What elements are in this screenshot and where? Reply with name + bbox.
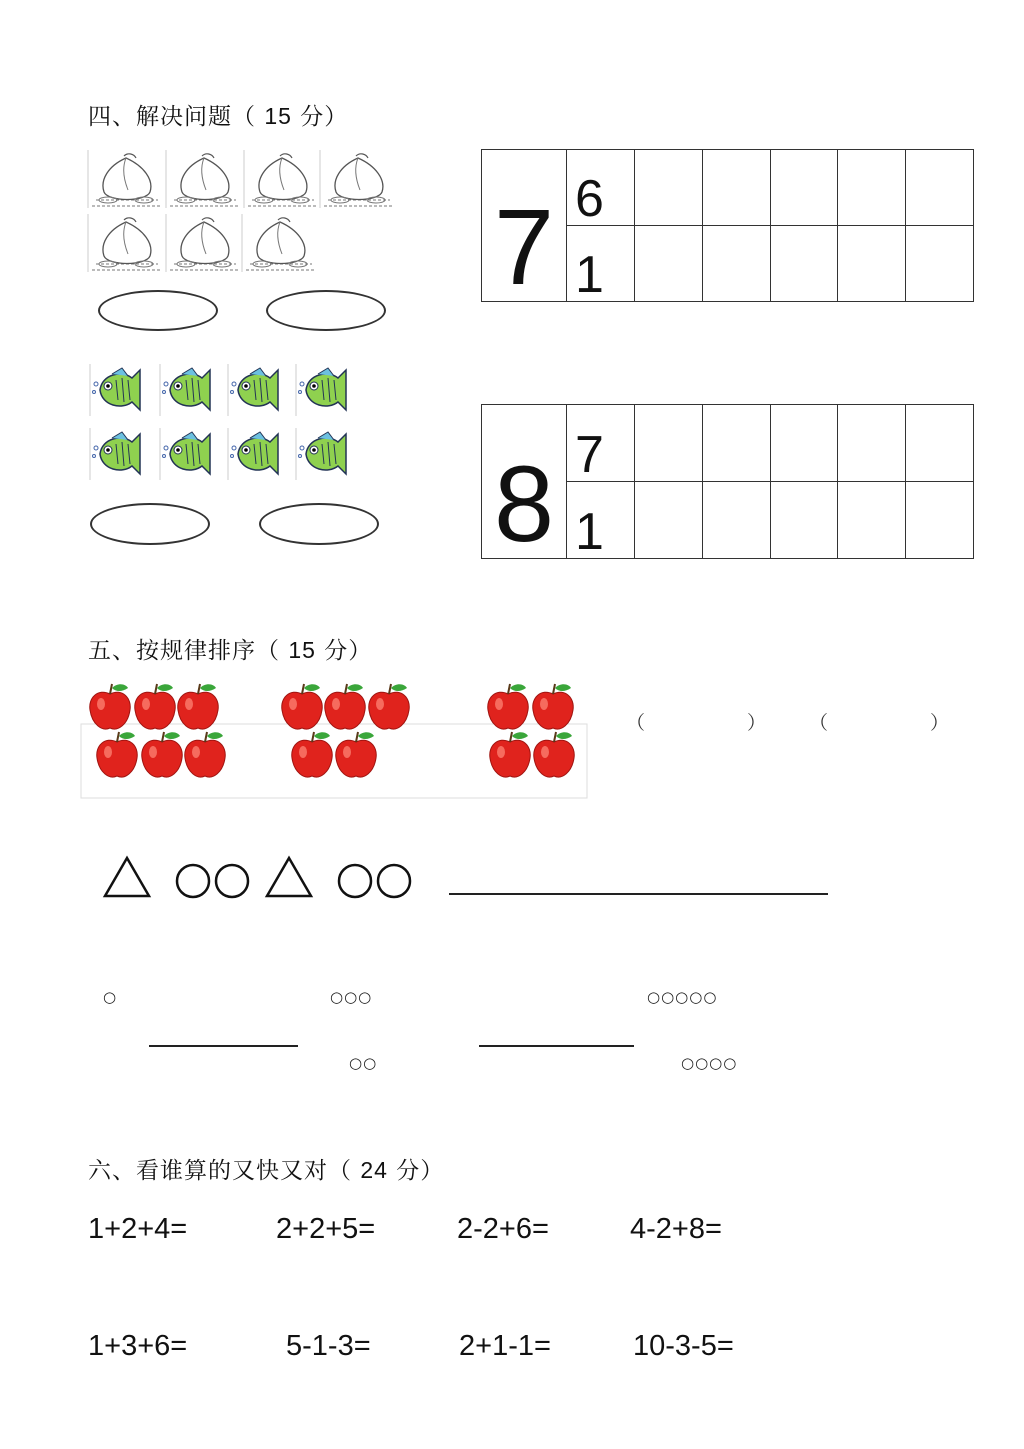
math-expression: 2+1-1= (459, 1330, 551, 1362)
shape-pattern (100, 854, 420, 904)
answer-cell[interactable] (702, 405, 770, 482)
peach-group (86, 148, 406, 273)
answer-paren-close: ） (747, 712, 767, 734)
table-bottom-part: 1 (567, 482, 635, 559)
table-top-part: 6 (567, 150, 635, 226)
answer-blank[interactable] (835, 706, 925, 734)
apple-icon (292, 732, 333, 777)
apple-icon (369, 684, 410, 729)
answer-cell[interactable] (906, 405, 974, 482)
section5-title-suffix: 分） (324, 638, 373, 664)
circle-icon (177, 865, 209, 897)
table-top-part: 7 (567, 405, 635, 482)
section4-score: 15 (264, 103, 292, 129)
answer-cell[interactable] (702, 150, 770, 226)
apple-icon (185, 732, 226, 777)
number-split-table-7 (481, 149, 974, 307)
answer-paren-open: （ (626, 712, 646, 734)
answer-line[interactable] (149, 1045, 298, 1047)
peach-icon (88, 150, 162, 208)
apple-icon (282, 684, 323, 729)
peach-icon (88, 214, 162, 272)
apple-icon (534, 732, 575, 777)
apple-icon (336, 732, 377, 777)
math-expression: 1+3+6= (88, 1330, 188, 1362)
fish-icon (228, 364, 278, 416)
answer-blank[interactable] (652, 706, 742, 734)
table-total: 8 (482, 405, 567, 559)
answer-cell[interactable] (635, 150, 703, 226)
answer-cell[interactable] (635, 482, 703, 559)
peach-icon (166, 150, 240, 208)
answer-cell[interactable] (906, 150, 974, 226)
section4-title-prefix: 四、解决问题（ (88, 104, 256, 130)
math-expression: 4-2+8= (630, 1213, 722, 1245)
answer-cell[interactable] (702, 226, 770, 302)
dot-group: ○○ (349, 1054, 378, 1072)
answer-cell[interactable] (838, 226, 906, 302)
fish-icon (90, 428, 140, 480)
apple-icon (490, 732, 531, 777)
apple-icon (97, 732, 138, 777)
peach-icon (244, 150, 318, 208)
section6-score: 24 (360, 1157, 388, 1183)
table-total: 7 (482, 150, 567, 302)
answer-cell[interactable] (770, 405, 838, 482)
circle-icon (216, 865, 248, 897)
answer-cell[interactable] (906, 482, 974, 559)
answer-oval[interactable] (259, 503, 379, 545)
math-expression: 2+2+5= (276, 1213, 376, 1245)
fish-icon (160, 428, 210, 480)
fish-icon (228, 428, 278, 480)
answer-cell[interactable] (702, 482, 770, 559)
apple-group (80, 678, 592, 800)
answer-line[interactable] (479, 1045, 634, 1047)
answer-cell[interactable] (838, 150, 906, 226)
answer-paren-close: ） (930, 712, 950, 734)
answer-cell[interactable] (635, 226, 703, 302)
answer-cell[interactable] (906, 226, 974, 302)
answer-oval[interactable] (266, 290, 386, 331)
dot-group: ○○○○○ (647, 988, 718, 1006)
section4-title-suffix: 分） (300, 104, 349, 130)
apple-icon (325, 684, 366, 729)
section6-title-prefix: 六、看谁算的又快又对（ (88, 1158, 352, 1184)
answer-paren-open: （ (809, 712, 829, 734)
peach-icon (320, 150, 394, 208)
section5-title-prefix: 五、按规律排序（ (88, 638, 280, 664)
apple-icon (178, 684, 219, 729)
section5-heading (88, 632, 372, 665)
answer-oval[interactable] (98, 290, 218, 331)
dot-group: ○○○ (330, 988, 373, 1006)
answer-cell[interactable] (770, 150, 838, 226)
triangle-icon (267, 858, 311, 896)
answer-cell[interactable] (635, 405, 703, 482)
fish-icon (296, 428, 346, 480)
circle-icon (378, 865, 410, 897)
fish-icon (90, 364, 140, 416)
section4-heading (88, 98, 348, 131)
apple-icon (90, 684, 131, 729)
apple-icon (533, 684, 574, 729)
apple-icon (135, 684, 176, 729)
answer-cell[interactable] (770, 226, 838, 302)
triangle-icon (105, 858, 149, 896)
math-expression: 10-3-5= (633, 1330, 734, 1362)
section5-score: 15 (288, 637, 316, 663)
math-expression: 1+2+4= (88, 1213, 188, 1245)
answer-oval[interactable] (90, 503, 210, 545)
section6-heading (88, 1152, 444, 1185)
peach-icon (166, 214, 240, 272)
section6-title-suffix: 分） (396, 1158, 445, 1184)
answer-cell[interactable] (770, 482, 838, 559)
apple-icon (142, 732, 183, 777)
table-bottom-part: 1 (567, 226, 635, 302)
fish-icon (160, 364, 210, 416)
fish-group (86, 362, 356, 482)
answer-cell[interactable] (838, 482, 906, 559)
answer-cell[interactable] (838, 405, 906, 482)
number-split-table-8 (481, 404, 974, 564)
peach-icon (242, 214, 316, 272)
math-expression: 5-1-3= (286, 1330, 371, 1362)
circle-icon (339, 865, 371, 897)
answer-line[interactable] (449, 893, 828, 895)
fish-icon (296, 364, 346, 416)
dot-group: ○○○○ (681, 1054, 738, 1072)
apple-icon (488, 684, 529, 729)
dot-group: ○ (103, 988, 118, 1006)
math-expression: 2-2+6= (457, 1213, 549, 1245)
